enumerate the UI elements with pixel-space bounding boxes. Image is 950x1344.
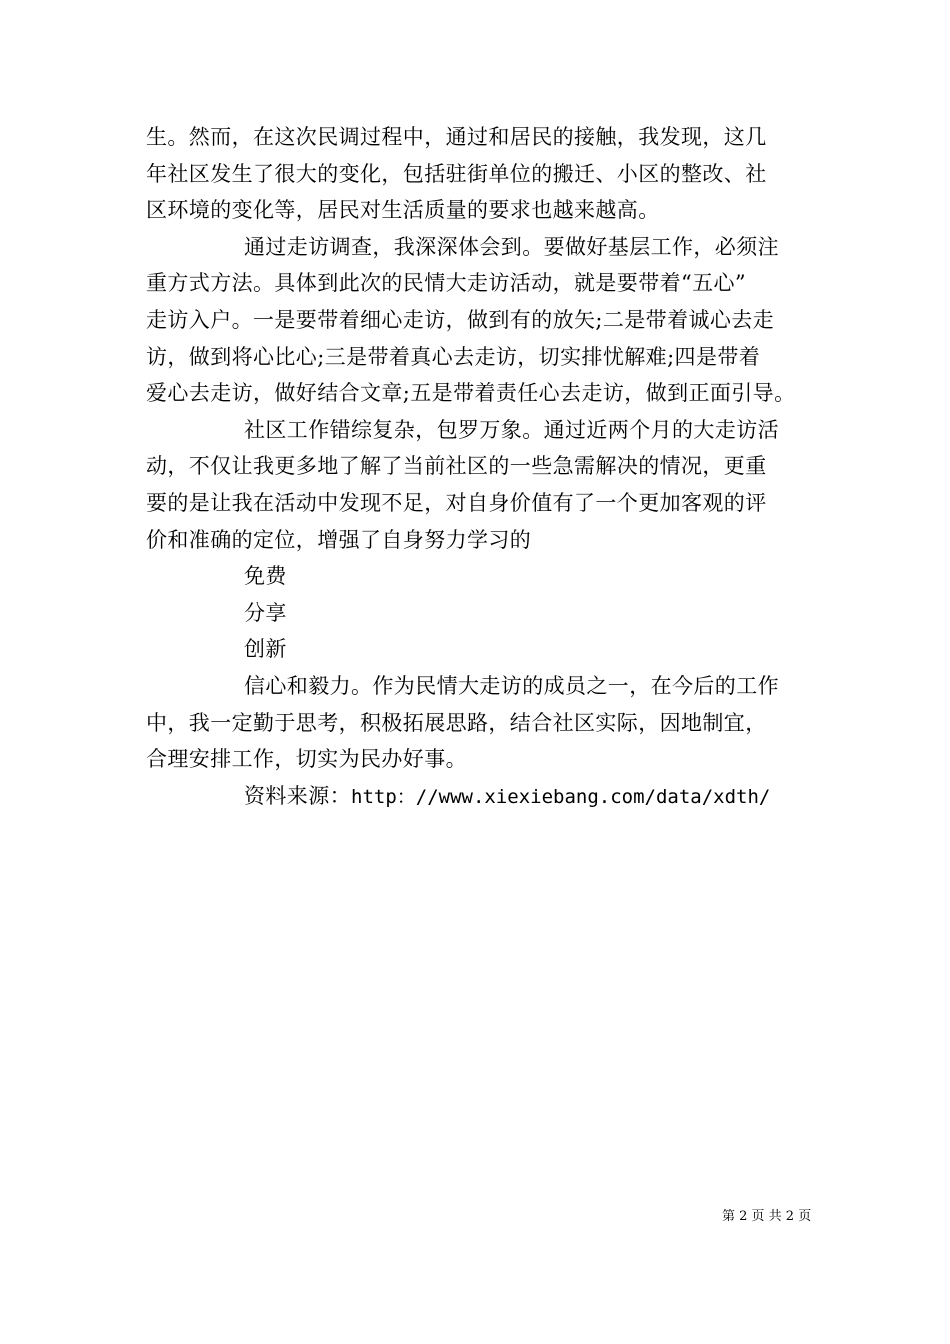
inserted-word-line: 分享 bbox=[244, 600, 287, 625]
text-line: 走访入户。一是要带着细心走访，做到有的放矢;二是带着诚心去走 bbox=[146, 307, 775, 332]
text-line: 动，不仅让我更多地了解了当前社区的一些急需解决的情况，更重 bbox=[146, 454, 767, 479]
inserted-word-line: 创新 bbox=[244, 637, 287, 662]
text-line: 爱心去走访，做好结合文章;五是带着责任心去走访，做到正面引导。 bbox=[146, 381, 796, 406]
paragraph-start-line: 社区工作错综复杂，包罗万象。通过近两个月的大走访活 bbox=[244, 417, 779, 442]
text-line: 生。然而，在这次民调过程中，通过和居民的接触，我发现，这几 bbox=[146, 125, 767, 149]
text-line: 区环境的变化等，居民对生活质量的要求也越来越高。 bbox=[146, 198, 660, 223]
paragraph-start-line: 信心和毅力。作为民情大走访的成员之一，在今后的工作 bbox=[244, 673, 779, 698]
text-line: 访，做到将心比心;三是带着真心去走访，切实排忧解难;四是带着 bbox=[146, 344, 761, 369]
text-line: 价和准确的定位，增强了自身努力学习的 bbox=[146, 527, 532, 552]
text-line: 合理安排工作，切实为民办好事。 bbox=[146, 747, 467, 772]
text-line: 要的是让我在活动中发现不足，对自身价值有了一个更加客观的评 bbox=[146, 490, 767, 515]
source-label: 资料来源： bbox=[244, 783, 351, 808]
body-text bbox=[146, 119, 814, 814]
source-url: http：//www.xiexiebang.com/data/xdth/ bbox=[351, 785, 771, 808]
inserted-word-line: 免费 bbox=[244, 564, 287, 589]
page-number-footer: 第 2 页 共 2 页 bbox=[722, 1209, 812, 1224]
text-line: 中，我一定勤于思考，积极拓展思路，结合社区实际，因地制宜， bbox=[146, 710, 767, 735]
text-line: 重方式方法。具体到此次的民情大走访活动，就是要带着“五心” bbox=[146, 271, 747, 296]
text-line: 年社区发生了很大的变化，包括驻街单位的搬迁、小区的整改、社 bbox=[146, 161, 767, 186]
source-line bbox=[146, 778, 814, 815]
paragraph-start-line: 通过走访调查，我深深体会到。要做好基层工作，必须注 bbox=[244, 234, 779, 259]
